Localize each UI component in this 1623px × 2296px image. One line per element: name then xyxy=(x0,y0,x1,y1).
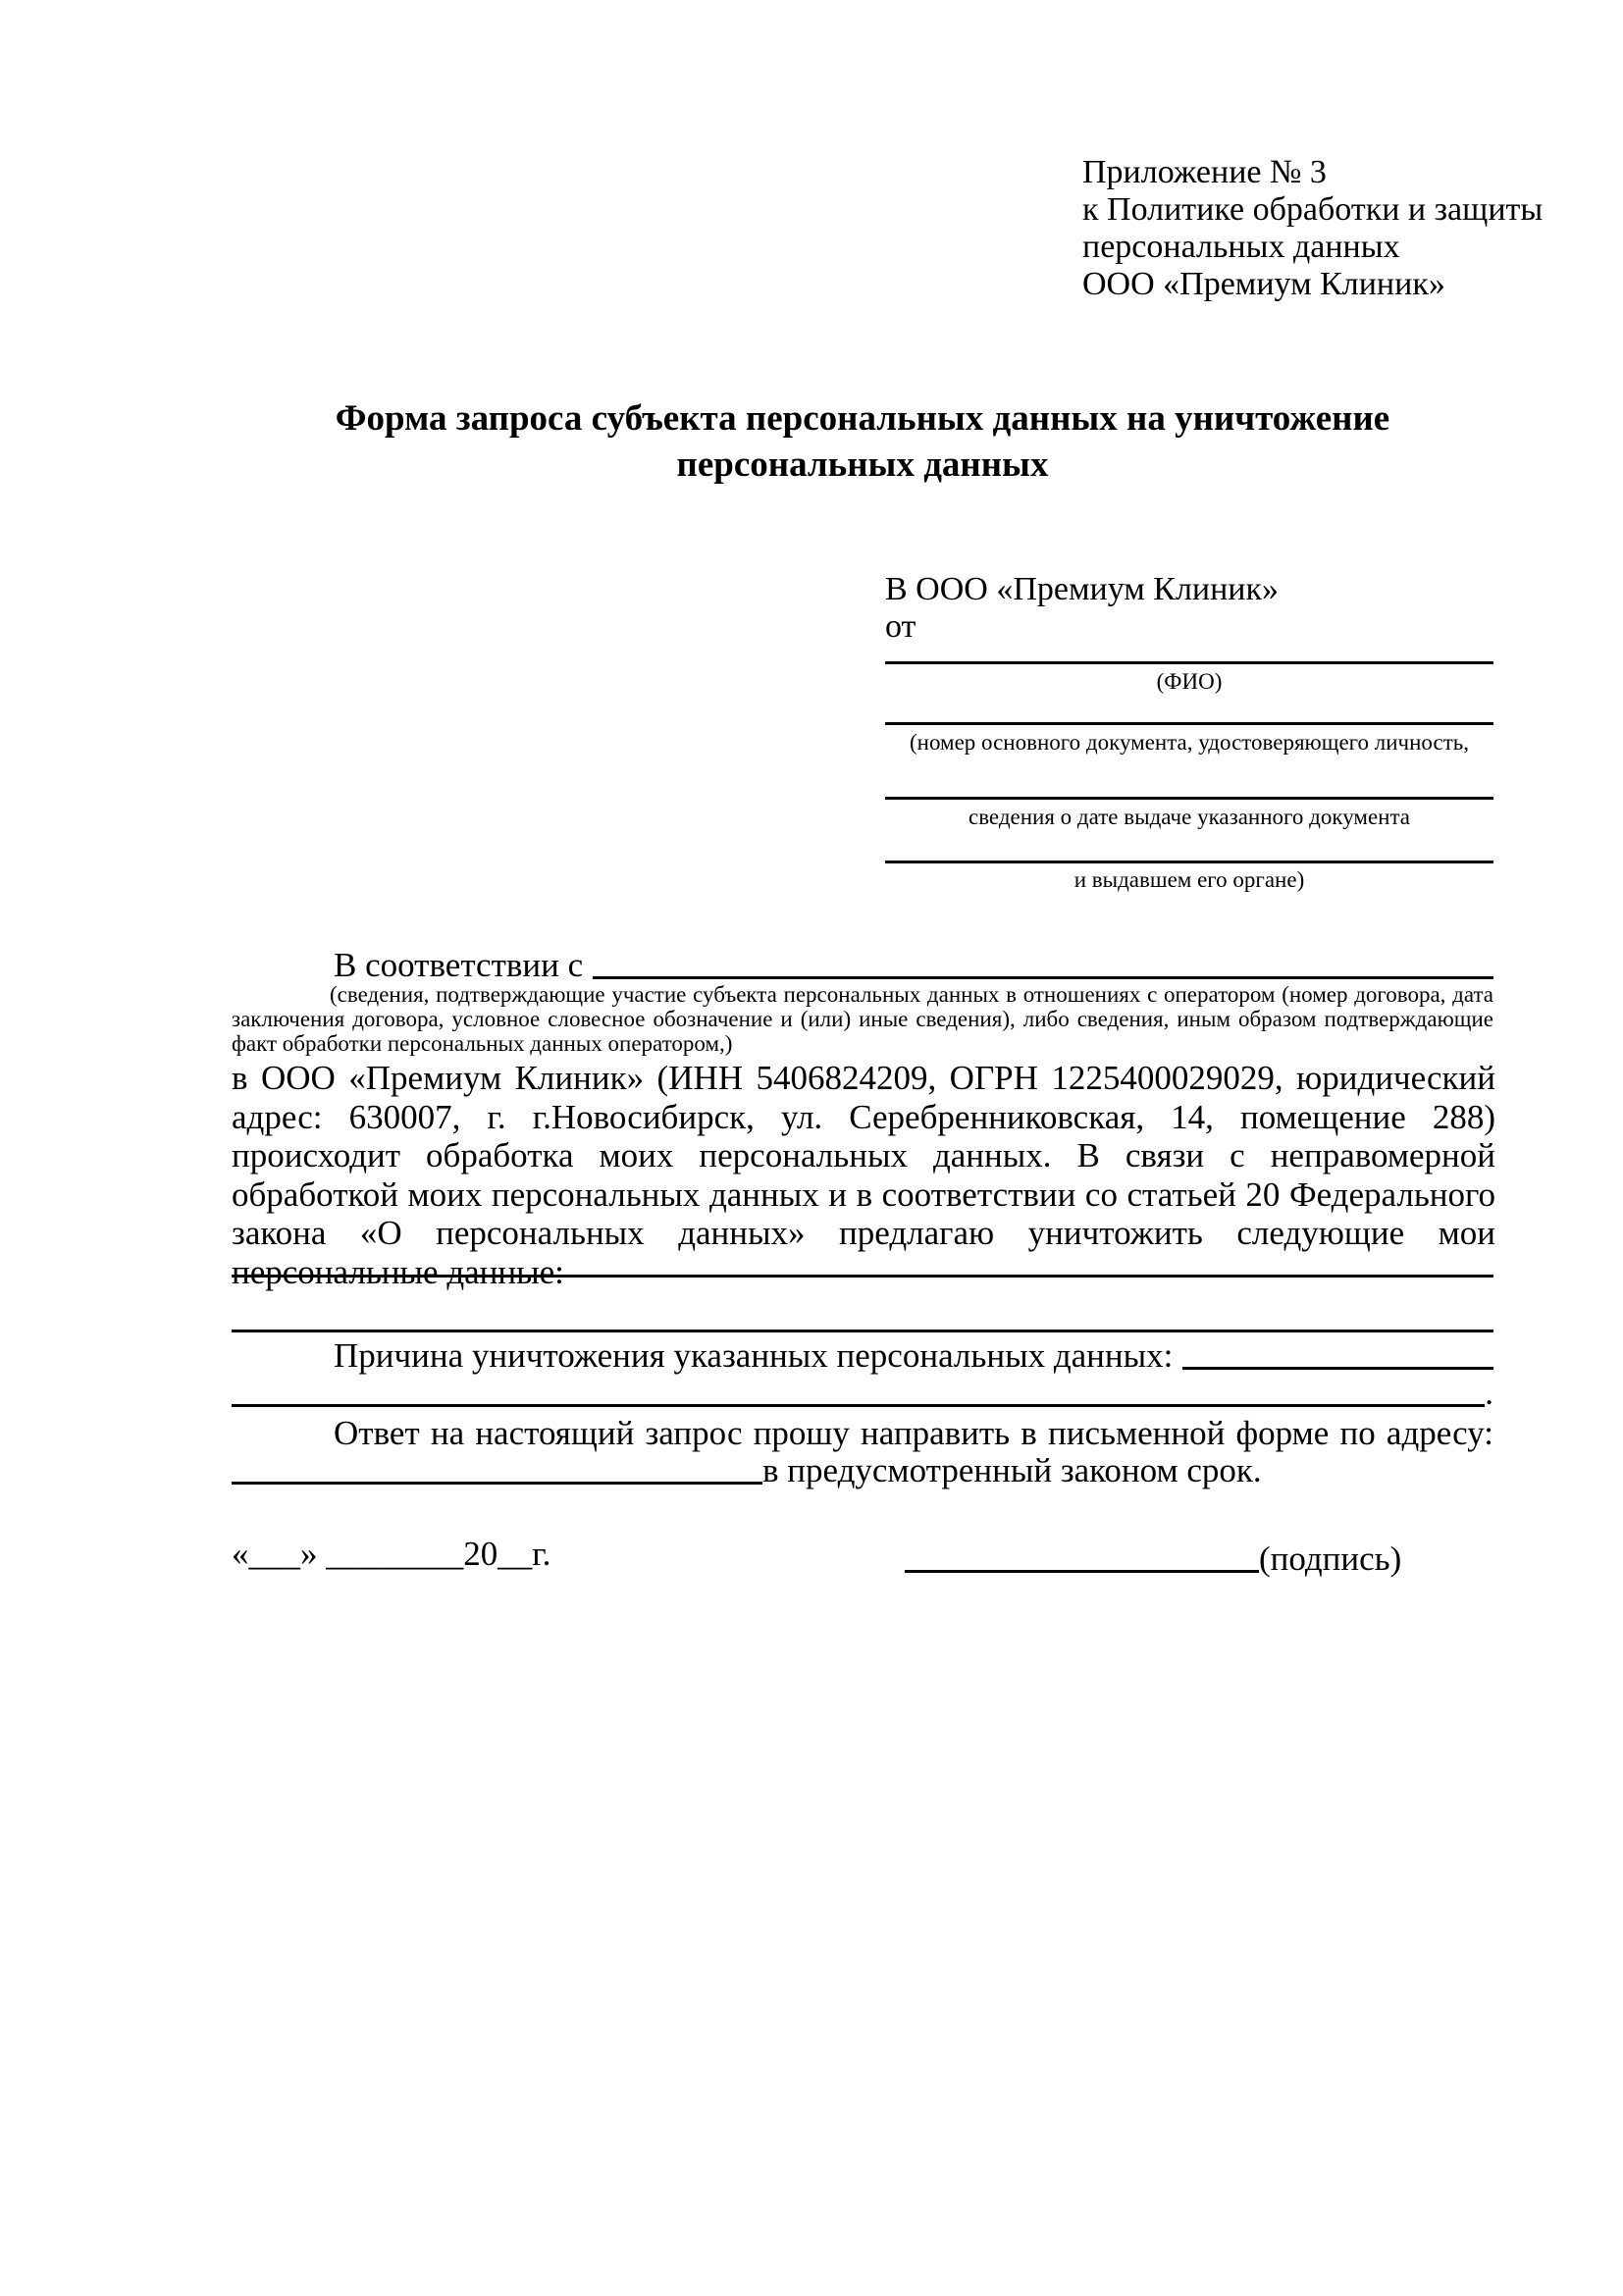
document-title-line1: Форма запроса субъекта персональных данных на уничтожение xyxy=(335,398,1390,439)
reason-row xyxy=(232,1335,1493,1375)
appendix-header-line: ООО «Премиум Клиник» xyxy=(1082,266,1445,302)
signature-caption: (подпись) xyxy=(1259,1539,1402,1578)
data-blank-line-1[interactable] xyxy=(232,1275,1493,1278)
date-blank[interactable]: «___» ________20__г. xyxy=(232,1535,551,1573)
signature-blank-line[interactable] xyxy=(905,1570,1259,1573)
doc-issuer-blank-line[interactable] xyxy=(885,861,1493,863)
doc-issuer-caption: и выдавшем его органе) xyxy=(1073,867,1305,892)
accordance-blank-line[interactable] xyxy=(593,976,1493,979)
doc-number-blank-line[interactable] xyxy=(885,722,1493,725)
doc-number-caption: (номер основного документа, удостоверяющего личность, xyxy=(909,730,1469,755)
accordance-lead: В соответствии с xyxy=(334,945,584,984)
addressee-to: В ООО «Премиум Клиник» xyxy=(885,571,1280,607)
document-title-line2: персональных данных xyxy=(676,444,1049,485)
doc-date-blank-line[interactable] xyxy=(885,797,1493,800)
fio-caption: (ФИО) xyxy=(1156,669,1223,694)
reason-label: Причина уничтожения указанных персональных данных: xyxy=(334,1335,1174,1375)
addressee-from-label: от xyxy=(885,608,916,645)
address-blank-line[interactable] xyxy=(232,1482,762,1485)
appendix-header xyxy=(1082,154,1543,303)
answer-sentence: Ответ на настоящий запрос прошу направить в письменной форме по адресу: xyxy=(334,1414,1493,1452)
main-paragraph: в ООО «Премиум Клиник» (ИНН 5406824209, ОГРН 1225400029029, юридический адрес: 630007, г. г.Новосибирск, ул. Серебренниковская, 14, помещение 288) происходит обработка моих персональных данных. В связи с неправомерной обработкой моих персональных данных и в соответствии со статьей 20 Федерального закона «О персональных данных» предлагаю уничтожить следующие мои персональные данные: xyxy=(232,1059,1495,1291)
document-title xyxy=(232,395,1493,488)
fio-blank-line[interactable] xyxy=(885,661,1493,664)
reason-continuation-row xyxy=(232,1373,1493,1412)
period-mark: . xyxy=(1485,1373,1493,1412)
fine-print-caption: (сведения, подтверждающие участие субъекта персональных данных в отношениях с оператором (номер договора, дата заключения договора, условное словесное обозначение и (или) иные сведения), либо сведения, иным образом подтверждающие факт обработки персональных данных оператором,) xyxy=(232,982,1493,1056)
answer-tail-row xyxy=(232,1450,1493,1489)
reason-blank-line[interactable] xyxy=(1182,1367,1493,1370)
appendix-header-line: Приложение № 3 xyxy=(1082,154,1327,190)
reason-blank-line-2[interactable] xyxy=(232,1404,1485,1407)
appendix-header-line: персональных данных xyxy=(1082,229,1400,265)
accordance-row xyxy=(232,945,1493,984)
doc-date-caption: сведения о дате выдаче указанного документа xyxy=(968,805,1411,829)
data-blank-line-2[interactable] xyxy=(232,1330,1493,1332)
appendix-header-line: к Политике обработки и защиты xyxy=(1082,191,1544,228)
date-signature-row xyxy=(232,1535,1493,1578)
answer-tail-text: в предусмотренный законом срок. xyxy=(762,1450,1262,1489)
signature-group xyxy=(905,1535,1401,1578)
